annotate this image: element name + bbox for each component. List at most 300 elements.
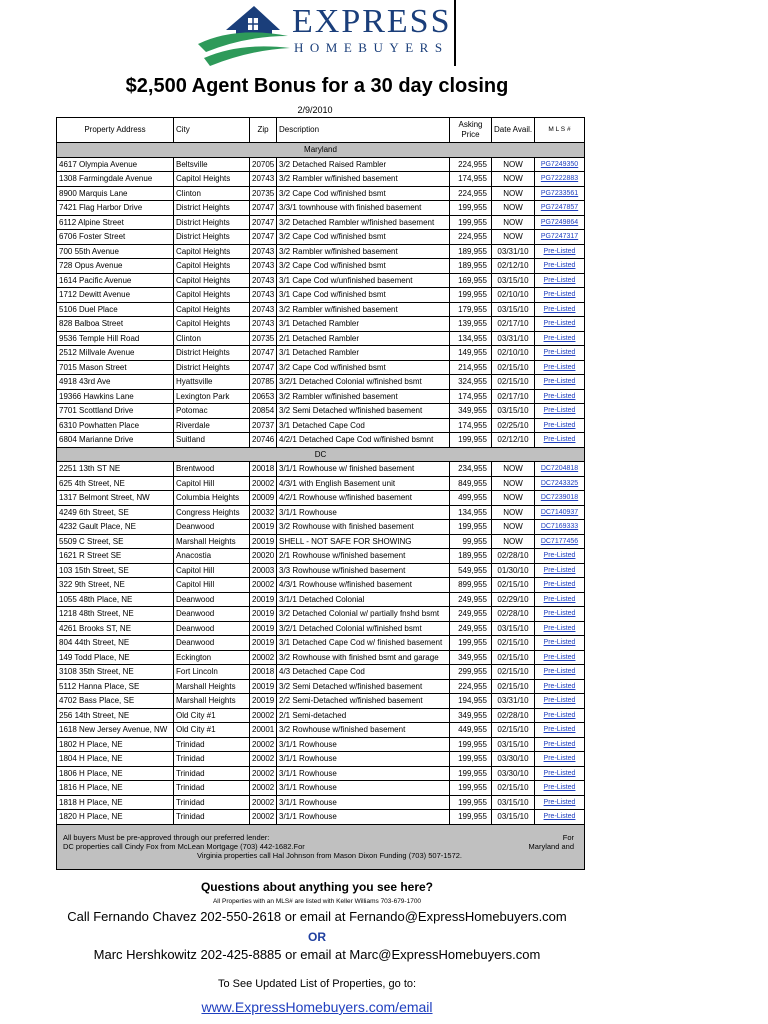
cell-city: Capitol Hill <box>174 563 250 578</box>
cell-city: Riverdale <box>174 418 250 433</box>
table-row <box>57 636 585 651</box>
mls-link[interactable]: Pre-Listed <box>535 737 585 752</box>
cell-city: Congress Heights <box>174 505 250 520</box>
table-row <box>57 462 585 477</box>
table-row <box>57 244 585 259</box>
page-title: $2,500 Agent Bonus for a 30 day closing <box>125 75 509 97</box>
table-row <box>57 346 585 361</box>
mls-link[interactable]: Pre-Listed <box>535 331 585 346</box>
cell-zip: 20032 <box>250 505 277 520</box>
table-row <box>57 795 585 810</box>
cell-city: Capitol Heights <box>174 302 250 317</box>
cell-desc: 4/3/1 Rowhouse w/finished basement <box>277 578 450 593</box>
cell-zip: 20009 <box>250 491 277 506</box>
table-row <box>57 534 585 549</box>
table-row <box>57 607 585 622</box>
cell-price: 449,955 <box>450 723 492 738</box>
cell-price: 169,955 <box>450 273 492 288</box>
cell-desc: 3/2 Rambler w/finished basement <box>277 244 450 259</box>
cell-price: 224,955 <box>450 157 492 172</box>
mls-link[interactable]: Pre-Listed <box>535 694 585 709</box>
mls-link[interactable]: Pre-Listed <box>535 273 585 288</box>
table-row <box>57 201 585 216</box>
cell-price: 199,955 <box>450 288 492 303</box>
table-row <box>57 418 585 433</box>
logo-subtitle: HOMEBUYERS <box>294 40 449 55</box>
table-row <box>57 621 585 636</box>
cell-desc: 3/1 Detached Cape Cod w/ finished basement <box>277 636 450 651</box>
logo-divider <box>454 0 456 66</box>
cell-avail: NOW <box>492 476 535 491</box>
cell-avail: NOW <box>492 172 535 187</box>
cell-addr: 4261 Brooks ST, NE <box>57 621 174 636</box>
cell-city: District Heights <box>174 360 250 375</box>
mls-link[interactable]: Pre-Listed <box>535 723 585 738</box>
cell-avail: 02/15/10 <box>492 578 535 593</box>
lender-right-1: For <box>562 832 574 842</box>
cell-avail: 03/15/10 <box>492 273 535 288</box>
cell-addr: 4232 Gault Place, NE <box>57 520 174 535</box>
mls-link[interactable]: Pre-Listed <box>535 244 585 259</box>
cell-avail: 02/17/10 <box>492 317 535 332</box>
cell-city: Columbia Heights <box>174 491 250 506</box>
cell-city: Capitol Heights <box>174 244 250 259</box>
cell-city: Fort Lincoln <box>174 665 250 680</box>
table-header-row <box>57 118 585 143</box>
cell-city: Trinidad <box>174 766 250 781</box>
cell-price: 224,955 <box>450 230 492 245</box>
cell-zip: 20785 <box>250 375 277 390</box>
mls-link[interactable]: Pre-Listed <box>535 708 585 723</box>
cell-zip: 20747 <box>250 215 277 230</box>
table-row <box>57 360 585 375</box>
cell-price: 199,955 <box>450 766 492 781</box>
cell-desc: 3/1/1 Rowhouse <box>277 752 450 767</box>
cell-zip: 20854 <box>250 404 277 419</box>
cell-addr: 1055 48th Place, NE <box>57 592 174 607</box>
mls-link[interactable]: Pre-Listed <box>535 578 585 593</box>
cell-desc: 3/2 Cape Cod w/finished bsmt <box>277 360 450 375</box>
cell-zip: 20743 <box>250 273 277 288</box>
cell-city: Old City #1 <box>174 708 250 723</box>
property-table <box>56 117 585 870</box>
mls-link[interactable]: Pre-Listed <box>535 810 585 825</box>
cell-avail: 02/15/10 <box>492 723 535 738</box>
cell-zip: 20002 <box>250 795 277 810</box>
mls-link[interactable]: PG7233561 <box>535 186 585 201</box>
mls-link[interactable]: Pre-Listed <box>535 346 585 361</box>
mls-link[interactable]: Pre-Listed <box>535 302 585 317</box>
cell-city: Lexington Park <box>174 389 250 404</box>
section-title: Maryland <box>57 143 585 158</box>
cell-desc: 3/2 Detached Rambler w/finished basement <box>277 215 450 230</box>
mls-link[interactable]: PG7249350 <box>535 157 585 172</box>
cell-addr: 4249 6th Street, SE <box>57 505 174 520</box>
cell-avail: 02/15/10 <box>492 375 535 390</box>
lender-info <box>57 824 585 869</box>
header-city: City <box>174 118 250 143</box>
mls-link[interactable]: Pre-Listed <box>535 360 585 375</box>
cell-desc: 3/3/1 townhouse with finished basement <box>277 201 450 216</box>
cell-avail: 02/15/10 <box>492 650 535 665</box>
cell-addr: 4617 Olympia Avenue <box>57 157 174 172</box>
cell-avail: 02/29/10 <box>492 592 535 607</box>
contact-fernando[interactable]: Call Fernando Chavez 202-550-2618 or email at Fernando@ExpressHomebuyers.com <box>67 909 567 924</box>
mls-link[interactable]: Pre-Listed <box>535 317 585 332</box>
cell-city: District Heights <box>174 201 250 216</box>
cell-city: District Heights <box>174 230 250 245</box>
table-row <box>57 491 585 506</box>
mls-link[interactable]: Pre-Listed <box>535 607 585 622</box>
mls-link[interactable]: DC7169333 <box>535 520 585 535</box>
cell-desc: 3/1/1 Rowhouse <box>277 795 450 810</box>
cell-price: 324,955 <box>450 375 492 390</box>
cell-price: 189,955 <box>450 549 492 564</box>
cell-zip: 20019 <box>250 636 277 651</box>
table-row <box>57 259 585 274</box>
cell-addr: 5106 Duel Place <box>57 302 174 317</box>
cell-avail: 02/25/10 <box>492 418 535 433</box>
mls-link[interactable]: Pre-Listed <box>535 795 585 810</box>
section-title: DC <box>57 447 585 462</box>
cell-avail: 03/31/10 <box>492 694 535 709</box>
cell-addr: 7421 Flag Harbor Drive <box>57 201 174 216</box>
mls-link[interactable]: Pre-Listed <box>535 650 585 665</box>
cell-avail: NOW <box>492 201 535 216</box>
cell-zip: 20743 <box>250 172 277 187</box>
table-row <box>57 215 585 230</box>
table-row <box>57 810 585 825</box>
cell-zip: 20747 <box>250 346 277 361</box>
cell-city: Marshall Heights <box>174 679 250 694</box>
cell-zip: 20743 <box>250 259 277 274</box>
cell-price: 134,955 <box>450 331 492 346</box>
cell-desc: 2/2 Semi-Detached w/finished basement <box>277 694 450 709</box>
mls-link[interactable]: PG7247317 <box>535 230 585 245</box>
cell-avail: 02/28/10 <box>492 607 535 622</box>
cell-avail: 03/15/10 <box>492 810 535 825</box>
mls-link[interactable]: Pre-Listed <box>535 781 585 796</box>
footer-row <box>57 824 585 869</box>
cell-city: District Heights <box>174 215 250 230</box>
mls-link[interactable]: Pre-Listed <box>535 418 585 433</box>
website-link[interactable]: www.ExpressHomebuyers.com/email <box>201 999 433 1015</box>
cell-price: 199,955 <box>450 636 492 651</box>
cell-zip: 20018 <box>250 665 277 680</box>
cell-price: 234,955 <box>450 462 492 477</box>
table-row <box>57 563 585 578</box>
cell-city: Trinidad <box>174 795 250 810</box>
cell-addr: 1308 Farmingdale Avenue <box>57 172 174 187</box>
cell-price: 189,955 <box>450 259 492 274</box>
cell-city: Capitol Hill <box>174 476 250 491</box>
mls-link[interactable]: Pre-Listed <box>535 636 585 651</box>
cell-addr: 9536 Temple Hill Road <box>57 331 174 346</box>
cell-avail: 03/30/10 <box>492 766 535 781</box>
cell-price: 149,955 <box>450 346 492 361</box>
cell-price: 349,955 <box>450 650 492 665</box>
mls-link[interactable]: Pre-Listed <box>535 621 585 636</box>
table-row <box>57 752 585 767</box>
cell-zip: 20743 <box>250 288 277 303</box>
cell-desc: 3/2 Rambler w/finished basement <box>277 389 450 404</box>
header-mls: M L S # <box>535 118 585 143</box>
cell-desc: 4/3/1 with English Basement unit <box>277 476 450 491</box>
house-logo-icon <box>196 0 294 68</box>
cell-avail: 03/31/10 <box>492 244 535 259</box>
table-row <box>57 157 585 172</box>
cell-price: 139,955 <box>450 317 492 332</box>
cell-city: Hyattsville <box>174 375 250 390</box>
mls-link[interactable]: Pre-Listed <box>535 679 585 694</box>
cell-price: 199,955 <box>450 215 492 230</box>
cell-price: 199,955 <box>450 752 492 767</box>
mls-link[interactable]: Pre-Listed <box>535 549 585 564</box>
cell-city: Capitol Heights <box>174 172 250 187</box>
cell-price: 179,955 <box>450 302 492 317</box>
cell-addr: 828 Balboa Street <box>57 317 174 332</box>
mls-link[interactable]: DC7243325 <box>535 476 585 491</box>
cell-avail: NOW <box>492 215 535 230</box>
cell-zip: 20002 <box>250 476 277 491</box>
cell-price: 224,955 <box>450 186 492 201</box>
cell-addr: 1618 New Jersey Avenue, NW <box>57 723 174 738</box>
cell-avail: 02/15/10 <box>492 360 535 375</box>
cell-desc: 3/2 Rambler w/finished basement <box>277 172 450 187</box>
table-row <box>57 549 585 564</box>
mls-link[interactable]: Pre-Listed <box>535 563 585 578</box>
cell-addr: 6804 Marianne Drive <box>57 433 174 448</box>
cell-avail: 02/15/10 <box>492 665 535 680</box>
cell-zip: 20019 <box>250 534 277 549</box>
table-row <box>57 389 585 404</box>
mls-link[interactable]: DC7140937 <box>535 505 585 520</box>
mls-link[interactable]: PG7247857 <box>535 201 585 216</box>
header-date-avail: Date Avail. <box>492 118 535 143</box>
mls-link[interactable]: DC7177456 <box>535 534 585 549</box>
cell-addr: 7701 Scottland Drive <box>57 404 174 419</box>
cell-desc: 3/2 Rowhouse w/finished basement <box>277 723 450 738</box>
cell-city: Capitol Heights <box>174 259 250 274</box>
cell-zip: 20747 <box>250 360 277 375</box>
header-description: Description <box>277 118 450 143</box>
mls-link[interactable]: PG7222883 <box>535 172 585 187</box>
cell-price: 194,955 <box>450 694 492 709</box>
cell-desc: 3/2/1 Detached Colonial w/finished bsmt <box>277 375 450 390</box>
table-row <box>57 592 585 607</box>
cell-avail: 01/30/10 <box>492 563 535 578</box>
cell-city: Deanwood <box>174 636 250 651</box>
table-row <box>57 737 585 752</box>
cell-desc: 3/1/1 Rowhouse <box>277 737 450 752</box>
cell-addr: 1816 H Place, NE <box>57 781 174 796</box>
mls-note: All Properties with an MLS# are listed with Keller Williams 703-679-1700 <box>212 898 422 905</box>
table-row <box>57 650 585 665</box>
cell-addr: 2512 Millvale Avenue <box>57 346 174 361</box>
cell-desc: 3/1/1 Rowhouse <box>277 810 450 825</box>
cell-zip: 20018 <box>250 462 277 477</box>
mls-link[interactable]: Pre-Listed <box>535 665 585 680</box>
cell-avail: 03/15/10 <box>492 302 535 317</box>
cell-zip: 20019 <box>250 694 277 709</box>
cell-city: District Heights <box>174 346 250 361</box>
cell-desc: 3/2 Cape Cod w/finished bsmt <box>277 230 450 245</box>
header-price: Asking Price <box>450 118 492 143</box>
cell-addr: 700 55th Avenue <box>57 244 174 259</box>
cell-avail: 02/28/10 <box>492 549 535 564</box>
cell-price: 199,955 <box>450 781 492 796</box>
cell-zip: 20019 <box>250 520 277 535</box>
table-row <box>57 766 585 781</box>
cell-city: Potomac <box>174 404 250 419</box>
table-row <box>57 317 585 332</box>
cell-zip: 20019 <box>250 679 277 694</box>
cell-zip: 20001 <box>250 723 277 738</box>
cell-avail: NOW <box>492 520 535 535</box>
cell-addr: 804 44th Street, NE <box>57 636 174 651</box>
contact-marc[interactable]: Marc Hershkowitz 202-425-8885 or email at Marc@ExpressHomebuyers.com <box>93 947 541 962</box>
cell-addr: 149 Todd Place, NE <box>57 650 174 665</box>
cell-zip: 20705 <box>250 157 277 172</box>
cell-city: Beltsville <box>174 157 250 172</box>
questions-heading: Questions about anything you see here? <box>200 880 434 894</box>
cell-desc: 3/2 Detached Colonial w/ partially fnshd bsmt <box>277 607 450 622</box>
table-row <box>57 186 585 201</box>
cell-city: Capitol Heights <box>174 317 250 332</box>
cell-price: 199,955 <box>450 795 492 810</box>
cell-avail: NOW <box>492 157 535 172</box>
cell-desc: 3/1/1 Rowhouse <box>277 505 450 520</box>
table-row <box>57 433 585 448</box>
cell-city: Deanwood <box>174 520 250 535</box>
cell-addr: 1317 Belmont Street, NW <box>57 491 174 506</box>
table-row <box>57 476 585 491</box>
mls-link[interactable]: Pre-Listed <box>535 404 585 419</box>
cell-price: 499,955 <box>450 491 492 506</box>
cell-desc: 3/1 Cape Cod w/finished bsmt <box>277 288 450 303</box>
cell-addr: 256 14th Street, NE <box>57 708 174 723</box>
cell-desc: 4/2/1 Rowhouse w/finished basement <box>277 491 450 506</box>
cell-city: Suitland <box>174 433 250 448</box>
cell-desc: 4/2/1 Detached Cape Cod w/finished bsmnt <box>277 433 450 448</box>
cell-addr: 1820 H Place, NE <box>57 810 174 825</box>
section-header-row <box>57 143 585 158</box>
cell-addr: 1621 R Street SE <box>57 549 174 564</box>
cell-addr: 1712 Dewitt Avenue <box>57 288 174 303</box>
mls-link[interactable]: Pre-Listed <box>535 389 585 404</box>
table-body <box>57 143 585 870</box>
cell-addr: 6112 Alpine Street <box>57 215 174 230</box>
mls-link[interactable]: Pre-Listed <box>535 288 585 303</box>
cell-city: Deanwood <box>174 607 250 622</box>
cell-desc: 3/2 Cape Cod w/finished bsmt <box>277 186 450 201</box>
cell-avail: 02/15/10 <box>492 679 535 694</box>
mls-link[interactable]: Pre-Listed <box>535 592 585 607</box>
cell-desc: 3/1/1 Detached Colonial <box>277 592 450 607</box>
mls-link[interactable]: DC7239018 <box>535 491 585 506</box>
mls-link[interactable]: Pre-Listed <box>535 375 585 390</box>
cell-desc: 3/1/1 Rowhouse <box>277 781 450 796</box>
cell-price: 134,955 <box>450 505 492 520</box>
cell-zip: 20002 <box>250 752 277 767</box>
cell-desc: 2/1 Detached Rambler <box>277 331 450 346</box>
cell-city: Capitol Heights <box>174 288 250 303</box>
cell-addr: 1614 Pacific Avenue <box>57 273 174 288</box>
cell-price: 199,955 <box>450 810 492 825</box>
cell-addr: 4702 Bass Place, SE <box>57 694 174 709</box>
table-row <box>57 288 585 303</box>
table-row <box>57 505 585 520</box>
logo-wordmark: EXPRESS <box>292 3 452 40</box>
mls-link[interactable]: Pre-Listed <box>535 259 585 274</box>
cell-city: Marshall Heights <box>174 534 250 549</box>
cell-avail: 02/12/10 <box>492 433 535 448</box>
section-header-row <box>57 447 585 462</box>
cell-city: Marshall Heights <box>174 694 250 709</box>
cell-city: Brentwood <box>174 462 250 477</box>
cell-desc: 2/1 Semi-detached <box>277 708 450 723</box>
cell-city: Trinidad <box>174 752 250 767</box>
cell-addr: 6310 Powhatten Place <box>57 418 174 433</box>
updated-list-text: To See Updated List of Properties, go to: <box>217 978 417 990</box>
mls-link[interactable]: DC7204818 <box>535 462 585 477</box>
cell-city: Trinidad <box>174 810 250 825</box>
cell-zip: 20743 <box>250 244 277 259</box>
cell-avail: 02/28/10 <box>492 708 535 723</box>
cell-desc: 3/1 Detached Cape Cod <box>277 418 450 433</box>
lender-line-2: DC properties call Cindy Fox from McLean Mortgage (703) 442-1682.For <box>63 841 305 851</box>
cell-desc: 3/2 Rowhouse with finished basement <box>277 520 450 535</box>
table-row <box>57 723 585 738</box>
cell-city: Capitol Heights <box>174 273 250 288</box>
cell-city: Eckington <box>174 650 250 665</box>
table-row <box>57 679 585 694</box>
mls-link[interactable]: Pre-Listed <box>535 766 585 781</box>
table-row <box>57 694 585 709</box>
cell-city: Capitol Hill <box>174 578 250 593</box>
cell-city: Trinidad <box>174 737 250 752</box>
cell-price: 174,955 <box>450 389 492 404</box>
or-separator: OR <box>308 930 326 944</box>
cell-price: 199,955 <box>450 737 492 752</box>
cell-addr: 7015 Mason Street <box>57 360 174 375</box>
cell-avail: 02/10/10 <box>492 288 535 303</box>
cell-zip: 20020 <box>250 549 277 564</box>
cell-price: 99,955 <box>450 534 492 549</box>
cell-avail: 03/15/10 <box>492 404 535 419</box>
cell-addr: 5112 Hanna Place, SE <box>57 679 174 694</box>
cell-addr: 5509 C Street, SE <box>57 534 174 549</box>
table-row <box>57 331 585 346</box>
cell-zip: 20002 <box>250 810 277 825</box>
table-row <box>57 578 585 593</box>
cell-desc: 3/1 Cape Cod w/unfinished basement <box>277 273 450 288</box>
cell-zip: 20003 <box>250 563 277 578</box>
cell-avail: 03/15/10 <box>492 621 535 636</box>
mls-link[interactable]: Pre-Listed <box>535 433 585 448</box>
cell-avail: NOW <box>492 534 535 549</box>
table-row <box>57 404 585 419</box>
cell-desc: 3/2 Semi Detached w/finished basement <box>277 404 450 419</box>
mls-link[interactable]: Pre-Listed <box>535 752 585 767</box>
mls-link[interactable]: PG7249864 <box>535 215 585 230</box>
cell-price: 199,955 <box>450 201 492 216</box>
cell-addr: 2251 13th ST NE <box>57 462 174 477</box>
cell-price: 299,955 <box>450 665 492 680</box>
cell-desc: 3/2 Detached Raised Rambler <box>277 157 450 172</box>
cell-avail: 02/15/10 <box>492 781 535 796</box>
cell-price: 199,955 <box>450 433 492 448</box>
